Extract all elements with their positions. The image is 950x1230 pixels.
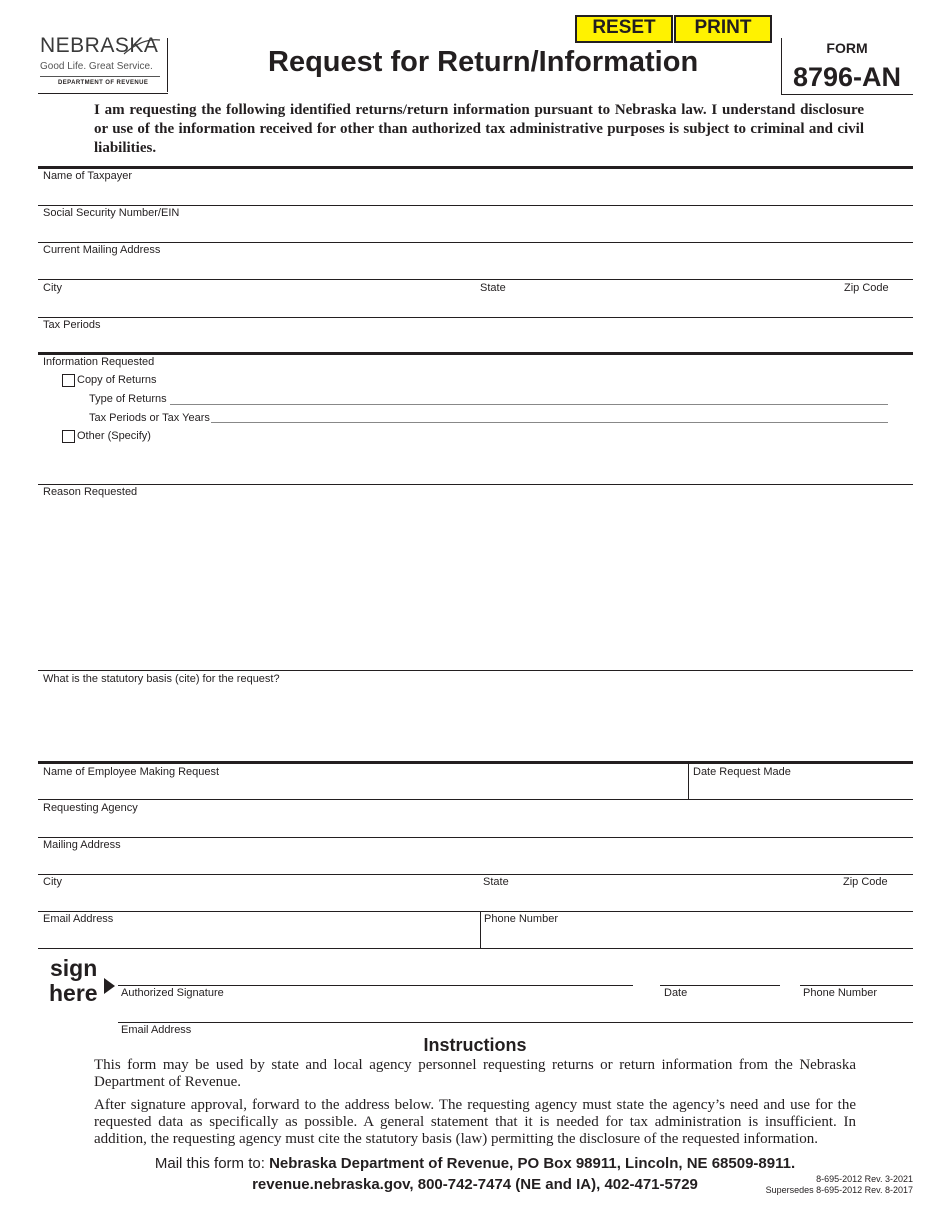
logo-swoosh-icon [122, 36, 162, 58]
page-title: Request for Return/Information [268, 46, 699, 78]
copy-of-returns-checkbox[interactable] [62, 374, 75, 387]
authorized-signature-label: Authorized Signature [121, 987, 224, 999]
taxpayer-name-label: Name of Taxpayer [43, 170, 133, 182]
taxpayer-name-input[interactable] [40, 184, 914, 204]
instructions-paragraph-1: This form may be used by state and local agency personnel requesting returns or return information from the Nebraska Department of Revenue. [94, 1057, 856, 1090]
reason-requested-label: Reason Requested [43, 486, 138, 498]
agency-phone-label: Phone Number [484, 913, 558, 925]
other-specify-label: Other (Specify) [77, 430, 151, 442]
copy-of-returns-label: Copy of Returns [77, 374, 157, 386]
agency-address-label: Mailing Address [43, 839, 121, 851]
intro-statement: I am requesting the following identified returns/return information pursuant to Nebraska law. I understand disclosure or use of the information received for other than authorized tax administrative purposes is subject to criminal and civil liabilities. [94, 102, 864, 156]
ssn-input[interactable] [40, 221, 914, 241]
sign-arrow-icon [104, 978, 116, 994]
here-word: here [49, 980, 98, 1006]
signature-date-input[interactable] [662, 966, 782, 986]
tax-periods-label: Tax Periods [43, 319, 101, 331]
instructions-paragraph-2: After signature approval, forward to the address below. The requesting agency must state the agency’s need and use for the requested data as specifically as possible. A general statement that it is needed for tax administration is insufficient. In addition, the requesting agency must cite the statutory basis (law) permitting the disclosure of the requested information. [94, 1097, 856, 1147]
signature-email-label: Email Address [121, 1024, 192, 1036]
supersedes-note: Supersedes 8-695-2012 Rev. 8-2017 [765, 1185, 913, 1195]
logo-name: NEBRASKA [40, 34, 159, 57]
signature-email-input[interactable] [120, 1003, 914, 1023]
ssn-label: Social Security Number/EIN [43, 207, 180, 219]
tax-periods-input[interactable] [40, 333, 914, 352]
statutory-basis-label: What is the statutory basis (cite) for the request? [43, 673, 280, 685]
mail-to-line [0, 1155, 950, 1172]
taxpayer-state-input[interactable] [478, 296, 832, 316]
requesting-agency-input[interactable] [40, 816, 914, 836]
signature-phone-input[interactable] [802, 966, 914, 986]
logo-department: DEPARTMENT OF REVENUE [58, 80, 149, 86]
logo-tagline: Good Life. Great Service. [40, 61, 153, 72]
form-label: FORM [826, 40, 868, 56]
agency-state-label: State [483, 876, 509, 888]
taxpayer-city-label: City [43, 282, 62, 294]
tax-periods-years-input[interactable] [213, 407, 890, 423]
info-requested-label: Information Requested [43, 356, 155, 368]
requesting-agency-label: Requesting Agency [43, 802, 138, 814]
reset-button[interactable]: RESET [575, 15, 673, 43]
statutory-basis-input[interactable] [40, 688, 914, 762]
agency-zip-input[interactable] [836, 890, 914, 910]
form-number: 8796-AN [792, 62, 902, 92]
sign-word: sign [50, 955, 98, 981]
revision-number: 8-695-2012 Rev. 3-2021 [816, 1174, 913, 1184]
signature-date-label: Date [664, 987, 688, 999]
agency-city-input[interactable] [40, 890, 474, 910]
agency-city-label: City [43, 876, 62, 888]
authorized-signature-input[interactable] [120, 966, 636, 986]
mailing-address-label: Current Mailing Address [43, 244, 161, 256]
print-button[interactable]: PRINT [674, 15, 772, 43]
nebraska-logo [38, 34, 168, 92]
contact-line: revenue.nebraska.gov, 800-742-7474 (NE and IA), 402-471-5729 [252, 1176, 698, 1193]
sign-here-marker [48, 956, 118, 1006]
mail-to-address: Nebraska Department of Revenue, PO Box 98911, Lincoln, NE 68509-8911. [269, 1155, 796, 1172]
reason-requested-input[interactable] [40, 501, 914, 669]
date-request-made-input[interactable] [692, 780, 914, 799]
type-of-returns-input[interactable] [172, 389, 890, 405]
agency-zip-label: Zip Code [843, 876, 888, 888]
taxpayer-state-label: State [480, 282, 506, 294]
taxpayer-zip-label: Zip Code [844, 282, 889, 294]
agency-email-input[interactable] [40, 927, 476, 947]
mailing-address-input[interactable] [40, 258, 914, 278]
signature-phone-label: Phone Number [803, 987, 877, 999]
other-specify-checkbox[interactable] [62, 430, 75, 443]
employee-name-label: Name of Employee Making Request [43, 766, 220, 778]
taxpayer-zip-input[interactable] [836, 296, 914, 316]
mail-to-prefix: Mail this form to: [154, 1155, 270, 1172]
type-of-returns-label: Type of Returns [89, 393, 167, 405]
agency-state-input[interactable] [481, 890, 835, 910]
agency-address-input[interactable] [40, 853, 914, 873]
agency-phone-input[interactable] [484, 927, 914, 947]
other-specify-input[interactable] [76, 446, 890, 484]
date-request-made-label: Date Request Made [693, 766, 791, 778]
instructions-heading: Instructions [423, 1035, 527, 1055]
agency-email-label: Email Address [43, 913, 114, 925]
employee-name-input[interactable] [40, 780, 684, 799]
taxpayer-city-input[interactable] [40, 296, 474, 316]
tax-periods-years-label: Tax Periods or Tax Years [89, 412, 210, 424]
